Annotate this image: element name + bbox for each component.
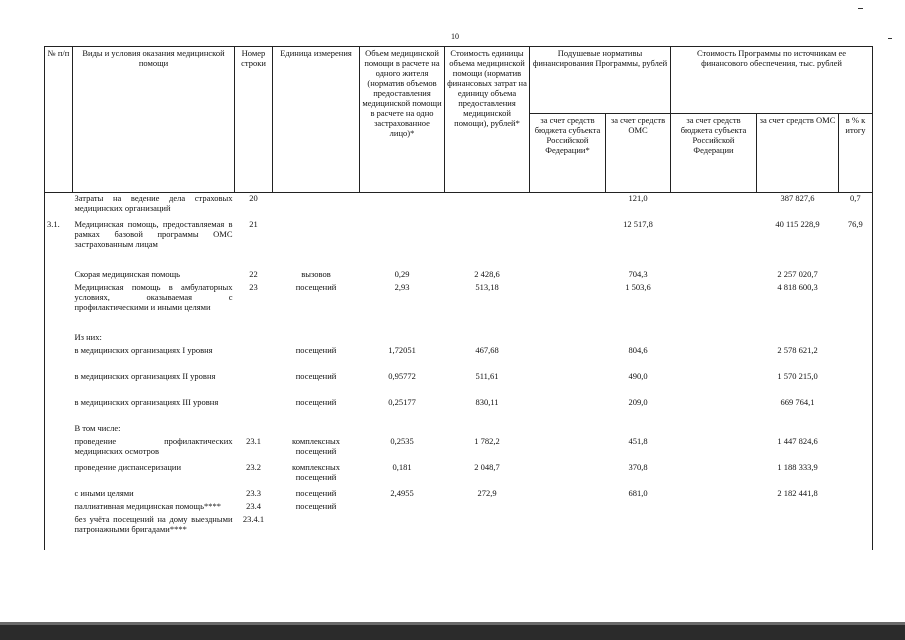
row-src-oms: 2 182 441,8 — [777, 487, 818, 498]
row-pc-budget — [530, 219, 606, 269]
row-no — [45, 332, 73, 345]
row-pc-oms: 804,6 — [628, 344, 648, 355]
row-unit — [273, 219, 360, 269]
row-name: в медицинских организациях I уровня — [74, 344, 213, 355]
row-number — [235, 332, 273, 345]
row-src-oms — [757, 501, 839, 514]
row-name: Медицинская помощь в амбулаторных условиях, оказываемая с профилактическими и иными целями — [74, 281, 233, 312]
row-number: 23.2 — [246, 461, 261, 472]
row-unit — [273, 514, 360, 550]
row-number — [235, 423, 273, 436]
row-unit: комплексных посещений — [292, 435, 340, 456]
row-name: В том числе: — [74, 422, 121, 433]
row-percent — [839, 269, 873, 282]
row-percent — [839, 488, 873, 501]
row-percent — [839, 501, 873, 514]
row-number — [235, 371, 273, 397]
row-pc-budget — [530, 423, 606, 436]
row-pc-budget — [530, 397, 606, 423]
row-name: Медицинская помощь, предоставляемая в рамках базовой программы ОМС застрахованным лицам — [74, 218, 233, 249]
row-pc-budget — [530, 193, 606, 219]
row-percent: 0,7 — [839, 193, 873, 219]
row-src-oms: 4 818 600,3 — [777, 281, 818, 292]
row-unit: посещений — [295, 370, 337, 381]
header-no: № п/п — [45, 47, 73, 193]
row-no — [45, 345, 73, 371]
row-no — [45, 423, 73, 436]
row-pc-budget — [530, 269, 606, 282]
row-src-oms: 1 188 333,9 — [777, 461, 818, 472]
row-pc-budget — [530, 371, 606, 397]
row-src-oms: 1 570 215,0 — [777, 370, 818, 381]
table-row — [45, 462, 873, 488]
row-volume: 2,4955 — [390, 487, 414, 498]
row-pc-oms: 681,0 — [628, 487, 648, 498]
row-percent — [839, 514, 873, 550]
row-volume: 2,93 — [394, 281, 410, 292]
row-percent — [839, 423, 873, 436]
table-row — [45, 397, 873, 423]
row-src-oms: 40 115 228,9 — [775, 218, 820, 229]
row-number: 23 — [249, 281, 258, 292]
row-number: 23.3 — [246, 487, 261, 498]
row-volume: 0,2535 — [390, 435, 414, 446]
row-unit: вызовов — [301, 268, 331, 279]
row-pc-budget — [530, 282, 606, 332]
header-row-number: Номер строки — [235, 47, 273, 193]
row-volume — [360, 423, 445, 436]
row-pc-oms — [606, 501, 671, 514]
row-unit: посещений — [295, 396, 337, 407]
row-src-budget — [671, 193, 757, 219]
row-cost: 511,61 — [475, 370, 499, 381]
table-row — [45, 193, 873, 219]
row-src-oms: 2 578 621,2 — [777, 344, 818, 355]
table-row — [45, 436, 873, 462]
row-percent — [839, 462, 873, 488]
table-row — [45, 282, 873, 332]
row-name: в медицинских организациях III уровня — [74, 396, 219, 407]
row-src-budget — [671, 488, 757, 501]
row-no — [45, 193, 73, 219]
row-pc-oms: 1 503,6 — [625, 281, 651, 292]
row-no — [45, 269, 73, 282]
row-cost — [445, 501, 530, 514]
row-percent — [839, 397, 873, 423]
row-volume: 0,25177 — [388, 396, 416, 407]
header-volume: Объем медицинской помощи в расчете на одного жителя (норматив объемов предоставления медицинской помощи в расчете на одно застрахованное лицо)* — [360, 47, 445, 193]
program-cost-table — [44, 46, 873, 550]
row-src-budget — [671, 423, 757, 436]
table-row — [45, 371, 873, 397]
row-number: 23.1 — [246, 435, 261, 446]
header-unit: Единица измерения — [273, 47, 360, 193]
row-src-budget — [671, 269, 757, 282]
table-row — [45, 423, 873, 436]
row-no — [45, 282, 73, 332]
row-unit: посещений — [295, 281, 337, 292]
header-pc-oms: за счет средств ОМС — [606, 114, 671, 193]
row-unit: комплексных посещений — [292, 461, 340, 482]
row-no — [45, 397, 73, 423]
row-unit: посещений — [295, 487, 337, 498]
row-percent: 76,9 — [839, 219, 873, 269]
row-number: 23.4 — [246, 500, 261, 511]
row-volume: 1,72051 — [388, 344, 416, 355]
row-pc-budget — [530, 501, 606, 514]
row-cost — [445, 423, 530, 436]
row-percent — [839, 332, 873, 345]
row-number: 23.4.1 — [242, 513, 265, 524]
header-percent: в % к итогу — [839, 114, 873, 193]
row-unit — [273, 332, 360, 345]
row-src-budget — [671, 514, 757, 550]
row-pc-budget — [530, 345, 606, 371]
row-pc-oms — [606, 332, 671, 345]
row-src-oms — [757, 514, 839, 550]
row-volume — [360, 501, 445, 514]
row-cost: 830,11 — [475, 396, 499, 407]
table-row — [45, 345, 873, 371]
row-number — [235, 397, 273, 423]
row-src-budget — [671, 371, 757, 397]
row-cost: 467,68 — [475, 344, 499, 355]
row-volume: 0,181 — [392, 461, 412, 472]
row-volume: 0,95772 — [388, 370, 416, 381]
row-name: Из них: — [74, 331, 102, 342]
row-name: Затраты на ведение дела страховых медицинских организаций — [74, 193, 233, 213]
row-src-oms: 387 827,6 — [780, 193, 815, 203]
row-volume — [360, 514, 445, 550]
header-type: Виды и условия оказания медицинской помощи — [73, 47, 235, 193]
table-body — [45, 193, 873, 550]
row-src-oms — [757, 332, 839, 345]
row-pc-oms: 451,8 — [628, 435, 648, 446]
table-row — [45, 488, 873, 501]
table-row — [45, 514, 873, 550]
row-src-budget — [671, 332, 757, 345]
row-pc-budget — [530, 514, 606, 550]
row-volume — [360, 193, 445, 219]
row-no — [45, 371, 73, 397]
row-unit: посещений — [295, 500, 337, 511]
row-src-oms: 1 447 824,6 — [777, 435, 818, 446]
header-pc-budget: за счет средств бюджета субъекта Российской Федерации* — [530, 114, 606, 193]
row-src-oms: 669 764,1 — [780, 396, 815, 407]
row-src-budget — [671, 345, 757, 371]
row-cost — [445, 219, 530, 269]
row-pc-budget — [530, 462, 606, 488]
table-row — [45, 219, 873, 269]
row-pc-oms: 704,3 — [628, 268, 648, 279]
row-cost: 272,9 — [477, 487, 497, 498]
row-name: в медицинских организациях II уровня — [74, 370, 216, 381]
row-pc-oms: 209,0 — [628, 396, 648, 407]
row-name: паллиативная медицинская помощь**** — [74, 500, 221, 511]
row-cost — [445, 193, 530, 219]
row-name: Скорая медицинская помощь — [74, 268, 181, 279]
row-cost: 1 782,2 — [474, 435, 500, 446]
row-pc-oms: 12 517,8 — [623, 218, 653, 229]
row-unit — [273, 193, 360, 219]
row-src-budget — [671, 501, 757, 514]
row-no — [45, 488, 73, 501]
row-cost: 513,18 — [475, 281, 499, 292]
row-name: проведение диспансеризации — [74, 461, 182, 472]
row-percent — [839, 282, 873, 332]
row-volume: 0,29 — [394, 268, 410, 279]
row-number: 20 — [249, 193, 258, 203]
header-sources-group: Стоимость Программы по источникам ее финансового обеспечения, тыс. рублей — [671, 47, 873, 114]
page-number: 10 — [451, 32, 459, 41]
row-cost: 2 048,7 — [474, 461, 500, 472]
row-name: с иными целями — [74, 487, 134, 498]
row-number — [235, 345, 273, 371]
row-volume — [360, 332, 445, 345]
row-unit: посещений — [295, 344, 337, 355]
row-src-budget — [671, 397, 757, 423]
row-pc-oms — [606, 514, 671, 550]
row-cost — [445, 332, 530, 345]
row-no: 3.1. — [45, 219, 73, 269]
row-cost — [445, 514, 530, 550]
row-percent — [839, 436, 873, 462]
header-src-oms: за счет средств ОМС — [757, 114, 839, 193]
row-name: проведение профилактических медицинских осмотров — [74, 435, 233, 456]
row-src-budget — [671, 282, 757, 332]
row-src-budget — [671, 462, 757, 488]
row-src-oms — [757, 423, 839, 436]
row-percent — [839, 371, 873, 397]
row-unit — [273, 423, 360, 436]
table-row — [45, 269, 873, 282]
row-cost: 2 428,6 — [474, 268, 500, 279]
row-src-oms: 2 257 020,7 — [777, 268, 818, 279]
scan-edge — [0, 625, 905, 640]
header-src-budget: за счет средств бюджета субъекта Российской Федерации — [671, 114, 757, 193]
row-number: 22 — [249, 268, 258, 279]
row-pc-oms: 370,8 — [628, 461, 648, 472]
row-pc-oms — [606, 423, 671, 436]
table-row — [45, 332, 873, 345]
header-unit-cost: Стоимость единицы объема медицинской помощи (норматив финансовых затрат на единицу объема предоставления медицинской помощи), рублей* — [445, 47, 530, 193]
row-pc-budget — [530, 332, 606, 345]
header-per-capita-group: Подушевые нормативы финансирования Программы, рублей — [530, 47, 671, 114]
scan-mark — [888, 38, 892, 39]
row-no — [45, 501, 73, 514]
row-pc-oms: 490,0 — [628, 370, 648, 381]
row-src-budget — [671, 436, 757, 462]
row-volume — [360, 219, 445, 269]
row-no — [45, 462, 73, 488]
row-percent — [839, 345, 873, 371]
row-pc-oms: 121,0 — [628, 193, 648, 203]
row-pc-budget — [530, 488, 606, 501]
row-no — [45, 436, 73, 462]
row-no — [45, 514, 73, 550]
table-row — [45, 501, 873, 514]
row-src-budget — [671, 219, 757, 269]
row-number: 21 — [249, 218, 258, 229]
scan-mark — [858, 8, 863, 9]
row-name: без учёта посещений на дому выездными патронажными бригадами**** — [74, 513, 233, 534]
row-pc-budget — [530, 436, 606, 462]
